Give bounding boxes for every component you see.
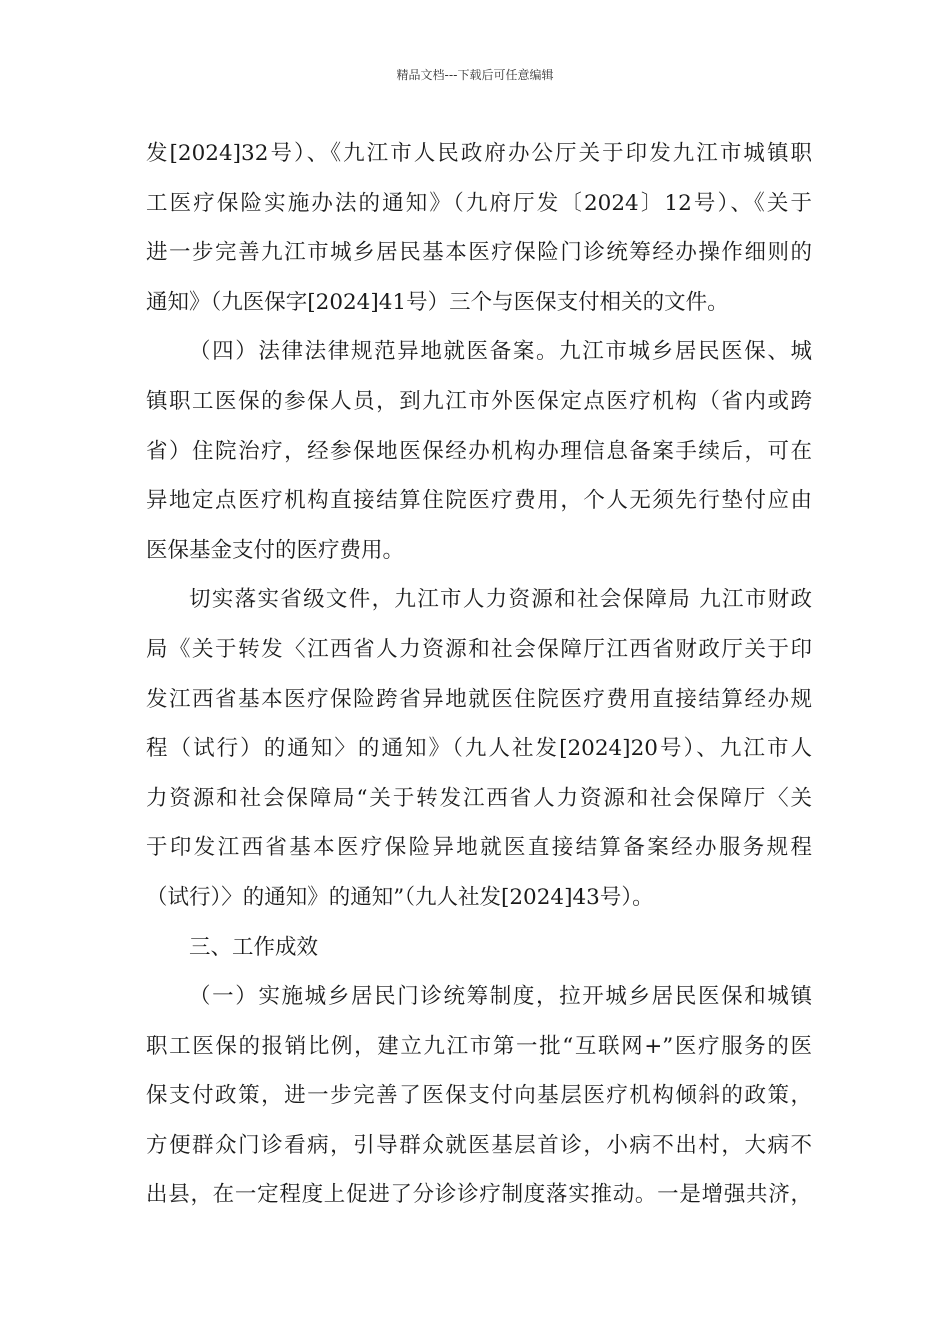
text-line: 发江西省基本医疗保险跨省异地就医住院医疗费用直接结算经办规 [146,686,812,712]
text-line: 局《关于转发〈江西省人力资源和社会保障厅江西省财政厅关于印 [146,636,812,662]
page-header: 精品文档---下载后可任意编辑 [396,68,554,82]
text-line: 职工医保的报销比例，建立九江市第一批“互联网+”医疗服务的医 [146,1033,812,1059]
section-heading: 三、工作成效 [189,934,319,960]
text-line: （四）法律法律规范异地就医备案。九江市城乡居民医保、城 [189,339,812,365]
text-line: 异地定点医疗机构直接结算住院医疗费用，个人无须先行垫付应由 [146,488,812,514]
text-line: 进一步完善九江市城乡居民基本医疗保险门诊统筹经办操作细则的 [146,240,812,266]
text-line: 通知》（九医保字[2024]41号）三个与医保支付相关的文件。 [146,289,729,315]
text-line: （一）实施城乡居民门诊统筹制度，拉开城乡居民医保和城镇 [189,984,812,1010]
text-line: 切实落实省级文件，九江市人力资源和社会保障局 九江市财政 [189,587,812,613]
text-line: 省）住院治疗，经参保地医保经办机构办理信息备案手续后，可在 [146,438,812,464]
text-line: 镇职工医保的参保人员，到九江市外医保定点医疗机构（省内或跨 [146,388,812,414]
text-line: 工医疗保险实施办法的通知》（九府厅发〔2024〕12号）、《关于 [146,190,812,216]
document-body [146,129,812,1220]
text-line: 保支付政策，进一步完善了医保支付向基层医疗机构倾斜的政策， [146,1083,812,1109]
text-line: 出县，在一定程度上促进了分诊诊疗制度落实推动。一是增强共济， [146,1182,812,1208]
text-line: 发[2024]32号）、《九江市人民政府办公厅关于印发九江市城镇职 [146,141,812,166]
text-line: 医保基金支付的医疗费用。 [146,537,405,563]
text-line: （试行）〉的通知》的通知”（九人社发[2024]43号）。 [146,884,654,910]
text-line: 程（试行）的通知〉的通知》（九人社发[2024]20号）、九江市人 [146,736,812,762]
text-line: 方便群众门诊看病，引导群众就医基层首诊，小病不出村，大病不 [146,1132,812,1158]
text-line: 力资源和社会保障局“关于转发江西省人力资源和社会保障厅〈关 [146,785,812,811]
text-line: 于印发江西省基本医疗保险异地就医直接结算备案经办服务规程 [146,835,812,861]
